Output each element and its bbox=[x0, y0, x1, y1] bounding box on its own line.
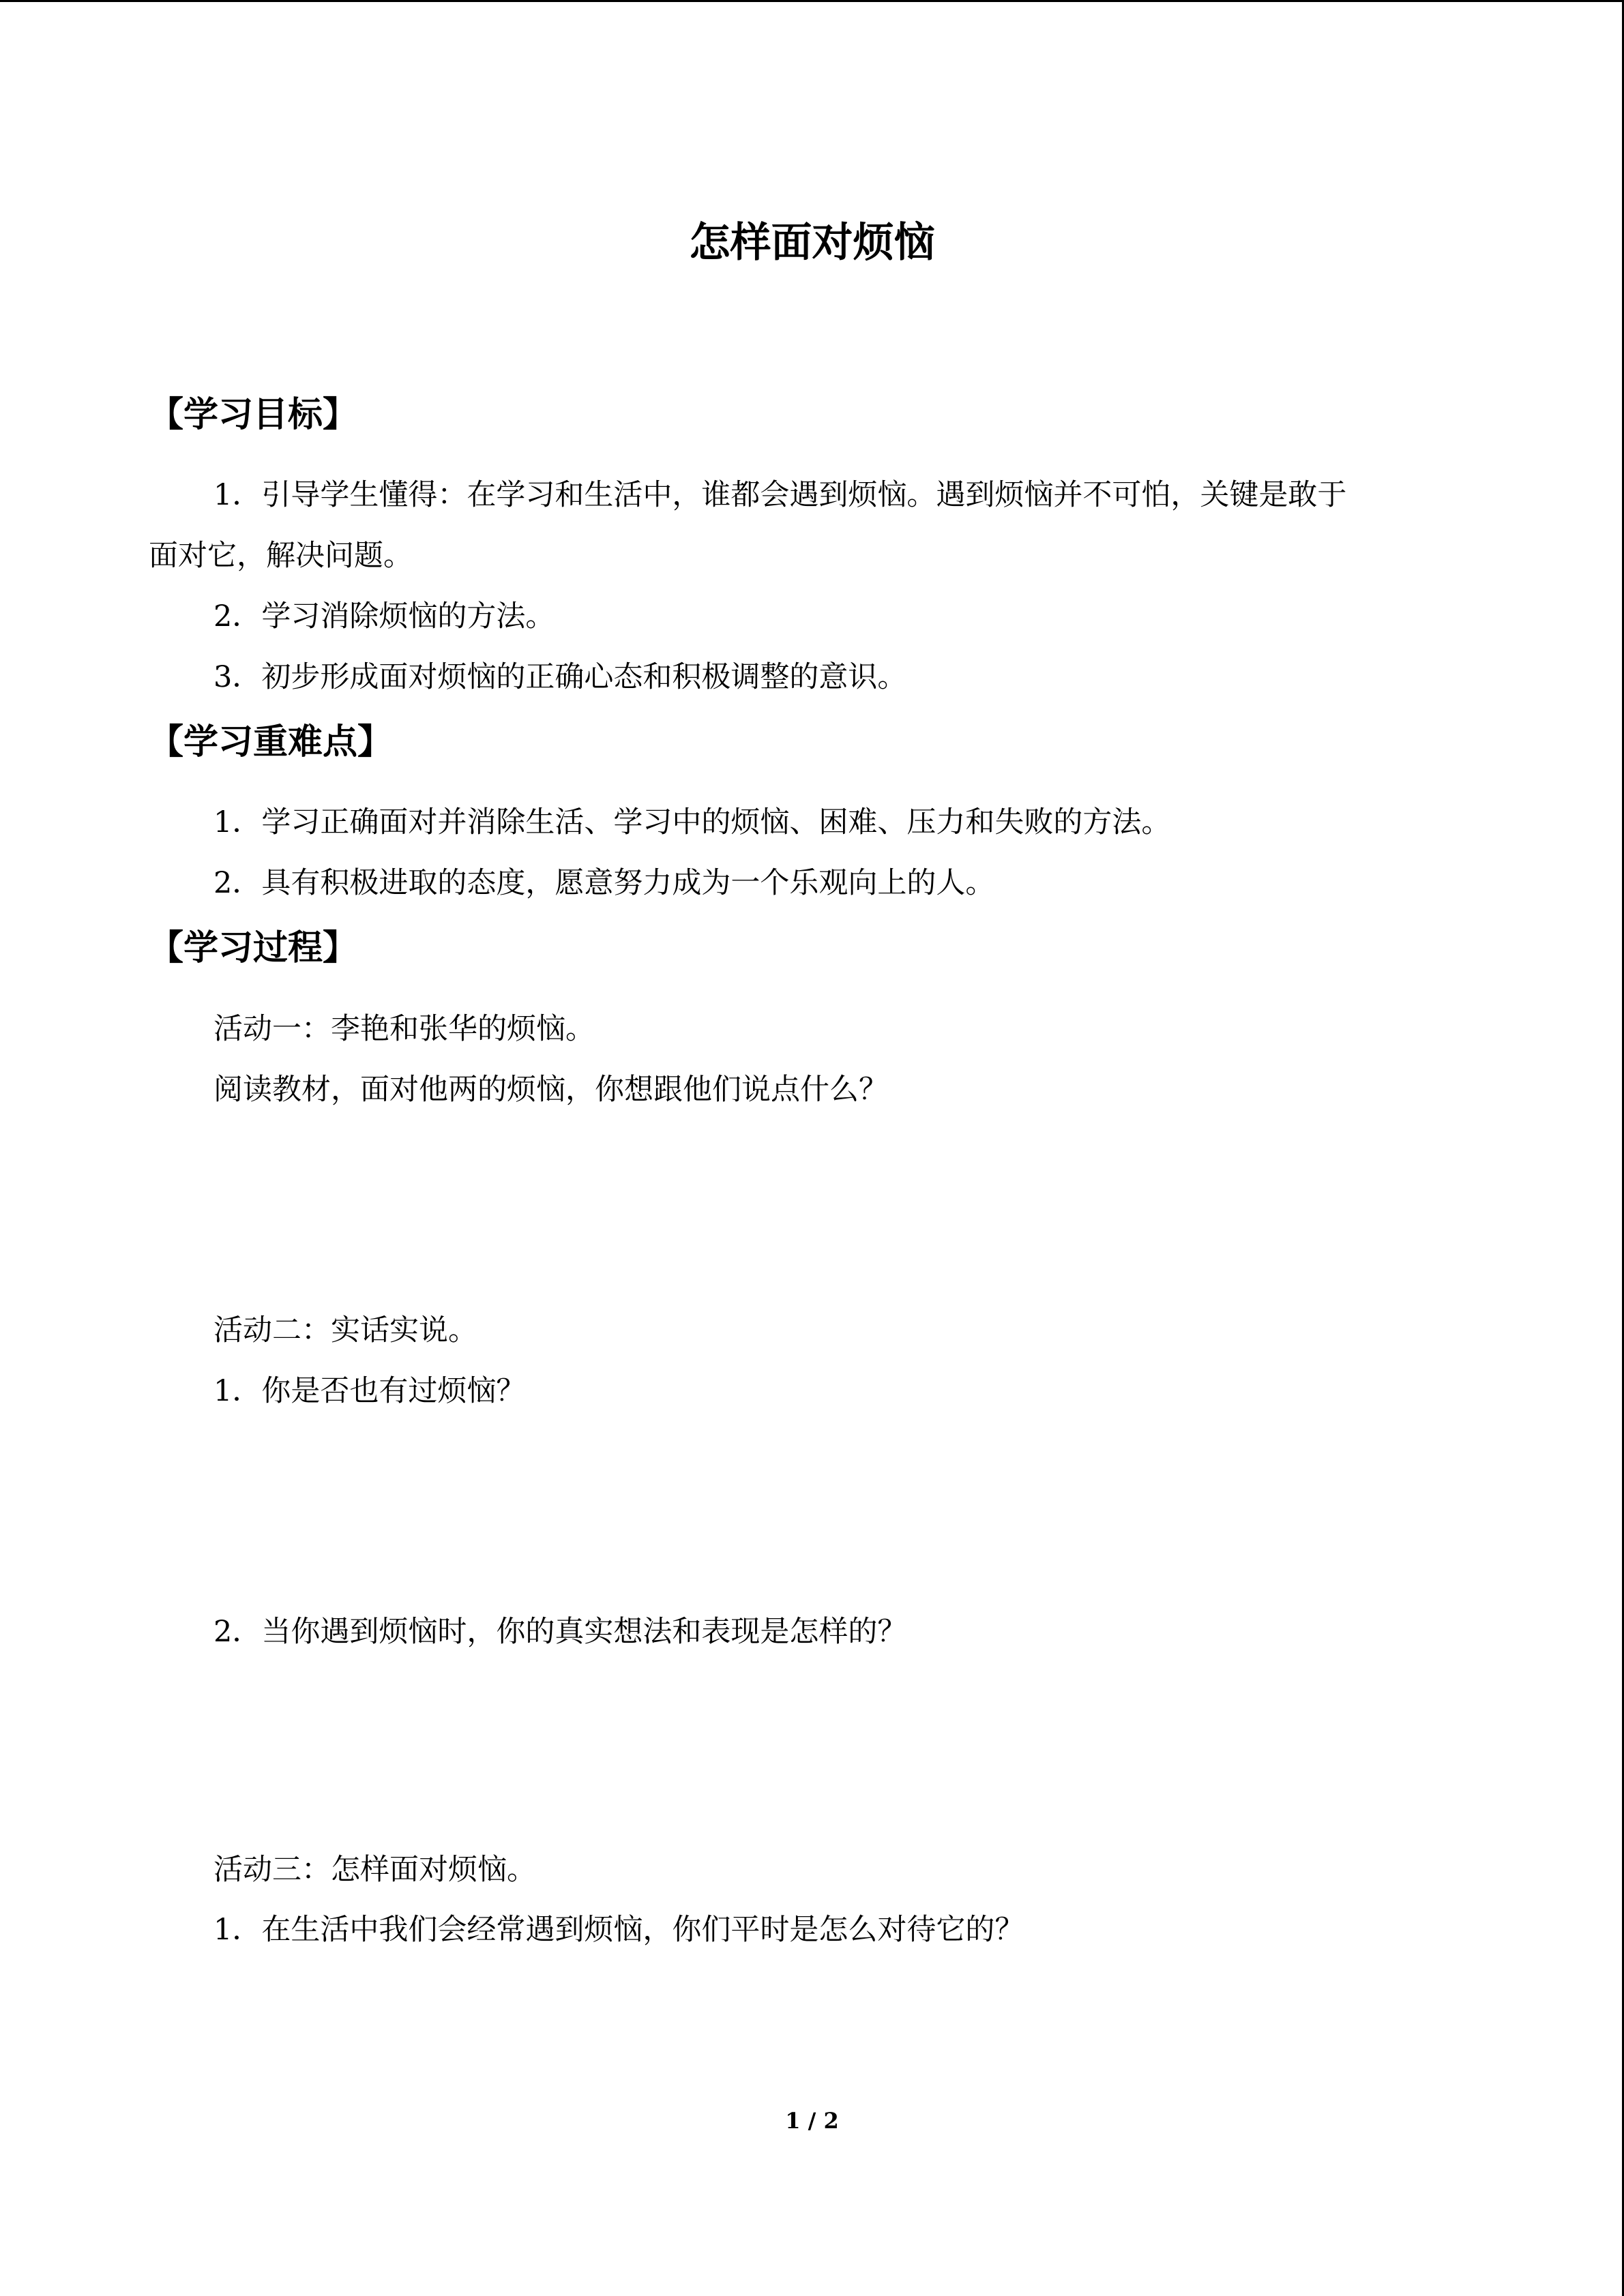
goal-item-3: 3．初步形成面对烦恼的正确心态和积极调整的意识。 bbox=[213, 660, 907, 694]
section-heading-key-points: 【学习重难点】 bbox=[149, 722, 393, 762]
goal-item-1-line-2: 面对它，解决问题。 bbox=[149, 539, 413, 573]
key-point-item-2: 2．具有积极进取的态度，愿意努力成为一个乐观向上的人。 bbox=[213, 866, 995, 900]
activity-3-question-1: 1．在生活中我们会经常遇到烦恼，你们平时是怎么对待它的？ bbox=[213, 1913, 1024, 1947]
key-point-item-1: 1．学习正确面对并消除生活、学习中的烦恼、困难、压力和失败的方法。 bbox=[213, 805, 1171, 839]
activity-2-title: 活动二：实话实说。 bbox=[213, 1313, 477, 1347]
section-heading-goals: 【学习目标】 bbox=[149, 395, 358, 435]
activity-1-question: 阅读教材，面对他两的烦恼，你想跟他们说点什么？ bbox=[213, 1073, 888, 1107]
goal-item-1-line-1: 1．引导学生懂得：在学习和生活中，谁都会遇到烦恼。遇到烦恼并不可怕，关键是敢于 bbox=[213, 478, 1347, 512]
activity-3-title: 活动三：怎样面对烦恼。 bbox=[213, 1853, 536, 1887]
activity-2-question-1: 1．你是否也有过烦恼？ bbox=[213, 1374, 526, 1408]
page-number: 1 / 2 bbox=[785, 2108, 839, 2134]
goal-item-2: 2．学习消除烦恼的方法。 bbox=[213, 599, 555, 633]
document-title: 怎样面对烦恼 bbox=[689, 219, 935, 267]
section-heading-process: 【学习过程】 bbox=[149, 928, 358, 968]
activity-1-title: 活动一：李艳和张华的烦恼。 bbox=[213, 1012, 595, 1046]
activity-2-question-2: 2．当你遇到烦恼时，你的真实想法和表现是怎样的？ bbox=[213, 1615, 907, 1649]
